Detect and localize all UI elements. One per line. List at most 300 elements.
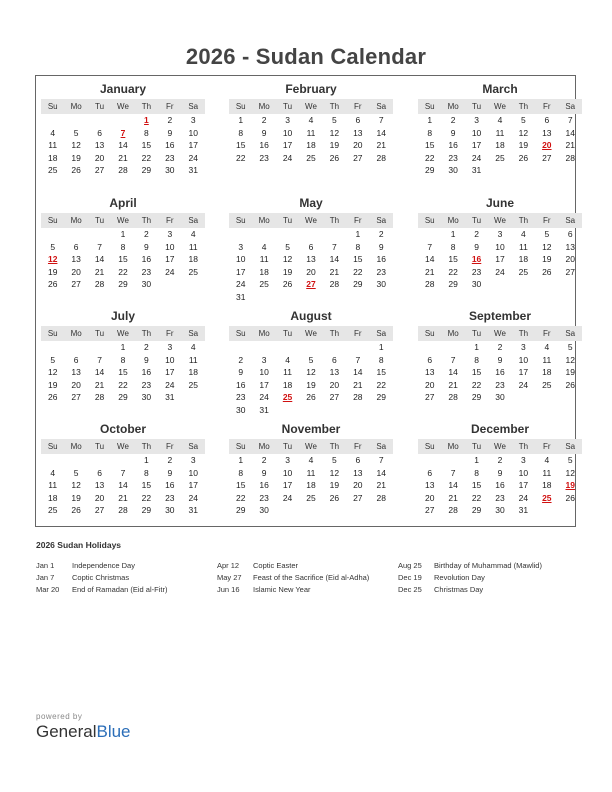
weekday-header <box>41 99 205 114</box>
day-cell: 1 <box>238 455 244 465</box>
weekday-label: Mo <box>70 216 82 225</box>
week-row <box>229 454 393 467</box>
day-cell: 2 <box>261 115 267 125</box>
week-row <box>229 379 393 392</box>
day-cell: 1 <box>144 455 149 465</box>
empty-day-cell <box>535 391 558 404</box>
day-cell: 6 <box>308 241 314 252</box>
empty-day-cell <box>418 228 441 241</box>
day-cell: 9 <box>497 354 503 365</box>
holiday-name: Christmas Day <box>434 585 484 594</box>
weekday-label: Tu <box>95 329 105 338</box>
week-row <box>229 139 393 152</box>
weekday-label: Tu <box>472 442 482 451</box>
weekday-label: Sa <box>188 442 199 451</box>
day-cell: 24 <box>282 152 293 163</box>
week-row <box>229 114 393 127</box>
weekday-label: Mo <box>258 102 270 111</box>
day-cell: 14 <box>94 254 105 264</box>
day-cell: 6 <box>567 229 573 239</box>
empty-day-cell <box>323 341 346 354</box>
day-cell: 23 <box>495 379 505 390</box>
weekday-label: Su <box>424 216 435 225</box>
day-cell: 14 <box>94 367 105 377</box>
day-cell: 2 <box>144 229 149 239</box>
day-cell: 3 <box>261 354 267 365</box>
weekday-label: Su <box>424 329 435 338</box>
week-row <box>41 152 205 165</box>
empty-day-cell <box>299 404 322 417</box>
day-cell: 13 <box>94 480 105 490</box>
day-cell: 28 <box>329 279 340 289</box>
day-cell: 22 <box>141 152 152 163</box>
empty-day-cell <box>299 504 322 517</box>
day-cell: 14 <box>118 480 128 490</box>
empty-day-cell <box>41 114 64 127</box>
day-cell: 22 <box>141 492 152 503</box>
day-cell: 6 <box>332 354 337 365</box>
holiday-date: Mar 20 <box>36 585 60 594</box>
empty-day-cell <box>346 291 369 304</box>
day-cell: 29 <box>376 392 386 402</box>
month-name: June <box>485 196 514 210</box>
day-cell: 19 <box>565 367 575 377</box>
day-cell: 30 <box>448 165 458 175</box>
day-cell: 3 <box>521 342 526 352</box>
week-row <box>229 266 393 279</box>
week-row <box>418 152 582 165</box>
empty-day-cell <box>41 228 64 241</box>
day-cell: 19 <box>329 140 340 150</box>
day-cell: 8 <box>238 467 244 478</box>
day-cell: 30 <box>141 392 152 402</box>
week-row <box>418 379 582 392</box>
week-row <box>418 504 582 517</box>
day-cell: 23 <box>448 152 458 163</box>
day-cell: 3 <box>474 115 479 125</box>
weekday-header <box>229 213 393 228</box>
week-row <box>41 479 205 492</box>
day-cell: 6 <box>427 467 433 478</box>
day-cell: 18 <box>306 480 316 490</box>
day-cell: 21 <box>329 266 340 277</box>
day-cell: 17 <box>235 266 246 277</box>
day-cell: 4 <box>308 455 314 465</box>
day-cell: 25 <box>518 266 529 277</box>
empty-day-cell <box>182 391 205 404</box>
day-cell: 11 <box>542 467 552 478</box>
week-row <box>229 492 393 505</box>
day-cell: 30 <box>165 505 175 515</box>
day-cell: 9 <box>497 467 503 478</box>
holiday-date: Dec 25 <box>398 585 422 594</box>
day-cell: 20 <box>94 152 105 163</box>
empty-day-cell <box>158 278 181 291</box>
day-cell: 2 <box>378 229 384 239</box>
day-cell: 14 <box>448 367 458 377</box>
month-january <box>41 82 205 177</box>
week-row <box>229 354 393 367</box>
holiday-day: 25 <box>282 392 293 402</box>
day-cell: 25 <box>188 379 198 390</box>
month-name: September <box>468 309 532 323</box>
day-cell: 2 <box>261 455 267 465</box>
day-cell: 15 <box>424 140 435 150</box>
day-cell: 11 <box>518 241 528 252</box>
weekday-label: Th <box>141 442 152 451</box>
empty-day-cell <box>88 228 111 241</box>
day-cell: 18 <box>542 480 552 490</box>
empty-day-cell <box>64 454 87 467</box>
empty-day-cell <box>276 341 299 354</box>
day-cell: 11 <box>259 254 269 264</box>
holiday-item <box>217 560 369 572</box>
day-cell: 21 <box>565 140 575 150</box>
empty-day-cell <box>441 454 464 467</box>
holiday-name: Coptic Easter <box>253 561 299 570</box>
day-cell: 13 <box>306 254 316 264</box>
day-cell: 12 <box>518 127 529 138</box>
weekday-label: We <box>494 216 506 225</box>
week-row <box>41 341 205 354</box>
day-cell: 9 <box>261 467 267 478</box>
day-cell: 1 <box>378 342 384 352</box>
holiday-day: 1 <box>144 115 149 125</box>
weekday-label: Fr <box>543 216 551 225</box>
day-cell: 10 <box>282 127 293 138</box>
day-cell: 23 <box>235 392 246 402</box>
holiday-list-col-3 <box>398 560 542 596</box>
empty-day-cell <box>488 278 511 291</box>
day-cell: 5 <box>567 342 573 352</box>
day-cell: 8 <box>378 354 384 365</box>
day-cell: 11 <box>542 354 552 365</box>
day-cell: 29 <box>141 505 152 515</box>
day-cell: 31 <box>188 505 198 515</box>
day-cell: 30 <box>495 505 505 515</box>
day-cell: 12 <box>71 140 81 150</box>
day-cell: 12 <box>565 467 575 478</box>
day-cell: 4 <box>285 354 290 365</box>
day-cell: 7 <box>450 467 456 478</box>
week-row <box>418 114 582 127</box>
weekday-label: Tu <box>472 329 482 338</box>
weekday-label: Mo <box>70 329 82 338</box>
day-cell: 9 <box>144 354 149 365</box>
weekday-label: Sa <box>376 442 387 451</box>
day-cell: 23 <box>259 152 269 163</box>
day-cell: 20 <box>424 492 435 503</box>
day-cell: 25 <box>306 152 316 163</box>
empty-day-cell <box>299 291 322 304</box>
day-cell: 4 <box>544 342 550 352</box>
weekday-label: We <box>117 442 129 451</box>
empty-day-cell <box>512 164 535 177</box>
day-cell: 26 <box>565 379 575 390</box>
weekday-label: Mo <box>447 329 459 338</box>
day-cell: 10 <box>282 467 293 478</box>
day-cell: 31 <box>518 505 529 515</box>
month-name: April <box>109 196 137 210</box>
weekday-label: Tu <box>472 102 482 111</box>
empty-day-cell <box>535 164 558 177</box>
empty-day-cell <box>299 341 322 354</box>
day-cell: 11 <box>495 127 505 138</box>
empty-day-cell <box>323 404 346 417</box>
day-cell: 22 <box>118 379 128 390</box>
day-cell: 27 <box>71 392 81 402</box>
weekday-label: Su <box>424 102 435 111</box>
holiday-item <box>398 584 542 596</box>
day-cell: 29 <box>118 392 128 402</box>
month-name: January <box>99 82 147 96</box>
day-cell: 1 <box>474 342 479 352</box>
day-cell: 31 <box>259 404 269 415</box>
day-cell: 4 <box>497 115 503 125</box>
holiday-day: 16 <box>471 254 482 264</box>
holiday-date: Jan 7 <box>36 573 55 582</box>
day-cell: 18 <box>282 379 293 390</box>
weekday-label: Th <box>329 329 340 338</box>
day-cell: 11 <box>188 241 198 252</box>
empty-day-cell <box>559 278 582 291</box>
day-cell: 28 <box>94 279 105 289</box>
day-cell: 13 <box>71 254 81 264</box>
footer <box>36 712 131 742</box>
holiday-date: Jan 1 <box>36 561 55 570</box>
empty-day-cell <box>559 164 582 177</box>
holiday-day: 20 <box>542 140 552 150</box>
weekday-label: Sa <box>188 329 199 338</box>
week-row <box>418 266 582 279</box>
day-cell: 25 <box>47 165 58 175</box>
day-cell: 11 <box>306 467 316 478</box>
day-cell: 2 <box>450 115 456 125</box>
holiday-date: Aug 25 <box>398 561 422 570</box>
day-cell: 24 <box>235 279 246 289</box>
day-cell: 31 <box>235 291 246 302</box>
day-cell: 5 <box>308 354 314 365</box>
day-cell: 19 <box>329 480 340 490</box>
holiday-day: 27 <box>306 279 316 289</box>
day-cell: 9 <box>450 127 456 138</box>
month-name: November <box>281 422 341 436</box>
day-cell: 14 <box>448 480 458 490</box>
holiday-name: Coptic Christmas <box>72 573 130 582</box>
day-cell: 8 <box>120 354 126 365</box>
weekday-label: Su <box>235 329 246 338</box>
weekday-header <box>229 326 393 341</box>
day-cell: 24 <box>165 266 175 277</box>
weekday-label: Sa <box>565 442 576 451</box>
day-cell: 16 <box>141 367 152 377</box>
day-cell: 18 <box>259 266 269 277</box>
day-cell: 21 <box>353 379 363 390</box>
holiday-name: End of Ramadan (Eid al-Fitr) <box>72 585 168 594</box>
weekday-header <box>418 439 582 454</box>
day-cell: 8 <box>144 467 149 478</box>
day-cell: 5 <box>332 115 337 125</box>
day-cell: 26 <box>306 392 316 402</box>
day-cell: 18 <box>188 254 198 264</box>
day-cell: 14 <box>424 254 435 264</box>
day-cell: 5 <box>50 241 56 252</box>
day-cell: 13 <box>565 241 575 252</box>
day-cell: 8 <box>120 241 126 252</box>
day-cell: 6 <box>355 115 361 125</box>
day-cell: 17 <box>259 379 269 390</box>
day-cell: 12 <box>47 367 58 377</box>
day-cell: 19 <box>47 266 58 277</box>
day-cell: 18 <box>306 140 316 150</box>
weekday-label: Su <box>47 442 58 451</box>
day-cell: 13 <box>353 467 363 478</box>
day-cell: 7 <box>450 354 456 365</box>
day-cell: 27 <box>94 505 105 515</box>
day-cell: 1 <box>238 115 244 125</box>
week-row <box>229 467 393 480</box>
weekday-label: We <box>305 102 317 111</box>
day-cell: 3 <box>497 229 503 239</box>
holidays-title: 2026 Sudan Holidays <box>36 540 122 550</box>
day-cell: 27 <box>353 492 363 503</box>
weekday-label: Th <box>141 102 152 111</box>
weekday-label: Th <box>141 216 152 225</box>
day-cell: 15 <box>235 140 246 150</box>
holiday-date: May 27 <box>217 573 242 582</box>
day-cell: 26 <box>565 492 575 503</box>
empty-day-cell <box>276 291 299 304</box>
holiday-date: Apr 12 <box>217 561 240 570</box>
weekday-label: Sa <box>188 102 199 111</box>
day-cell: 30 <box>376 279 386 289</box>
day-cell: 20 <box>353 140 363 150</box>
day-cell: 24 <box>518 379 529 390</box>
week-row <box>41 266 205 279</box>
weekday-label: Sa <box>376 102 387 111</box>
day-cell: 20 <box>424 379 435 390</box>
empty-day-cell <box>418 341 441 354</box>
day-cell: 28 <box>448 392 458 402</box>
day-cell: 1 <box>474 455 479 465</box>
day-cell: 2 <box>497 455 503 465</box>
day-cell: 10 <box>188 467 198 478</box>
weekday-label: Fr <box>354 216 362 225</box>
day-cell: 15 <box>448 254 458 264</box>
weekday-label: Fr <box>543 442 551 451</box>
day-cell: 27 <box>94 165 105 175</box>
day-cell: 5 <box>285 241 290 252</box>
week-row <box>41 241 205 254</box>
weekday-label: Sa <box>565 216 576 225</box>
weekday-label: Tu <box>283 102 293 111</box>
week-row <box>41 366 205 379</box>
empty-day-cell <box>346 341 369 354</box>
day-cell: 19 <box>71 152 81 163</box>
day-cell: 21 <box>376 480 386 490</box>
day-cell: 16 <box>259 480 269 490</box>
day-cell: 4 <box>544 455 550 465</box>
weekday-label: Sa <box>565 102 576 111</box>
weekday-label: Th <box>518 216 529 225</box>
month-name: December <box>470 422 530 436</box>
day-cell: 20 <box>71 379 81 390</box>
day-cell: 29 <box>235 505 246 515</box>
powered-by-text: powered by <box>36 712 83 721</box>
weekday-label: Su <box>47 102 58 111</box>
day-cell: 3 <box>238 241 244 252</box>
day-cell: 8 <box>355 241 361 252</box>
day-cell: 6 <box>544 115 550 125</box>
day-cell: 19 <box>518 140 529 150</box>
weekday-header <box>229 439 393 454</box>
day-cell: 29 <box>424 165 435 175</box>
day-cell: 21 <box>376 140 386 150</box>
empty-day-cell <box>488 164 511 177</box>
brand-blue: Blue <box>96 722 131 741</box>
weekday-label: We <box>494 329 506 338</box>
day-cell: 7 <box>355 354 361 365</box>
day-cell: 21 <box>94 379 105 390</box>
day-cell: 7 <box>97 241 102 252</box>
day-cell: 13 <box>424 480 435 490</box>
holiday-item <box>36 572 167 584</box>
day-cell: 19 <box>282 266 293 277</box>
day-cell: 16 <box>259 140 269 150</box>
empty-day-cell <box>323 228 346 241</box>
week-row <box>229 291 393 304</box>
day-cell: 10 <box>495 241 505 252</box>
empty-day-cell <box>276 228 299 241</box>
day-cell: 21 <box>118 492 128 503</box>
week-row <box>418 253 582 266</box>
holiday-item <box>398 560 542 572</box>
weekday-label: We <box>117 102 129 111</box>
day-cell: 18 <box>518 254 529 264</box>
empty-day-cell <box>252 341 275 354</box>
day-cell: 3 <box>521 455 526 465</box>
week-row <box>418 391 582 404</box>
day-cell: 3 <box>167 229 173 239</box>
weekday-label: Sa <box>376 216 387 225</box>
weekday-label: Sa <box>565 329 576 338</box>
brand-logo[interactable] <box>36 722 131 742</box>
week-row <box>41 253 205 266</box>
day-cell: 9 <box>261 127 267 138</box>
month-name: May <box>299 196 323 210</box>
week-row <box>229 391 393 404</box>
day-cell: 30 <box>259 505 269 515</box>
weekday-label: We <box>494 442 506 451</box>
empty-day-cell <box>559 391 582 404</box>
day-cell: 3 <box>285 455 290 465</box>
day-cell: 26 <box>47 279 58 289</box>
day-cell: 17 <box>188 480 198 490</box>
month-name: August <box>290 309 332 323</box>
month-december <box>418 422 582 517</box>
empty-day-cell <box>182 278 205 291</box>
week-row <box>41 139 205 152</box>
day-cell: 16 <box>235 379 246 390</box>
weekday-header <box>418 213 582 228</box>
day-cell: 6 <box>73 241 79 252</box>
day-cell: 6 <box>97 127 102 138</box>
day-cell: 28 <box>118 505 128 515</box>
weekday-label: Th <box>329 442 340 451</box>
weekday-label: Mo <box>70 102 82 111</box>
week-row <box>418 139 582 152</box>
day-cell: 8 <box>450 241 456 252</box>
